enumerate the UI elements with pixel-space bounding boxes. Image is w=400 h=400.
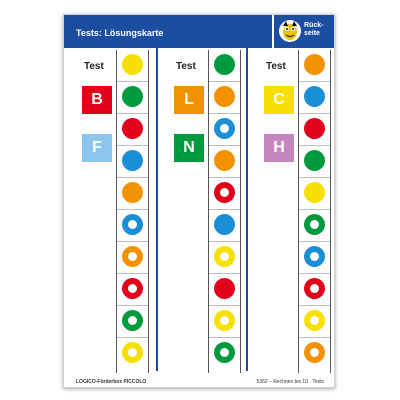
solid-dot-icon: [214, 278, 235, 299]
test-letter-l: L: [174, 86, 204, 114]
ring-dot-icon: [214, 310, 235, 331]
solution-cell: [209, 210, 240, 242]
solid-dot-icon: [304, 118, 325, 139]
solid-dot-icon: [304, 150, 325, 171]
solid-dot-icon: [304, 182, 325, 203]
solid-dot-icon: [122, 150, 143, 171]
ring-dot-icon: [122, 246, 143, 267]
ring-dot-icon: [214, 246, 235, 267]
solution-cell: [209, 82, 240, 114]
solid-dot-icon: [122, 54, 143, 75]
solution-cell: [209, 178, 240, 210]
solid-dot-icon: [122, 86, 143, 107]
card-header: [64, 15, 334, 48]
solution-cell: [117, 82, 148, 114]
ring-dot-icon: [122, 278, 143, 299]
ring-dot-icon: [214, 342, 235, 363]
test-letter-n: N: [174, 134, 204, 162]
solution-cell: [299, 178, 330, 210]
back-side-badge: [272, 15, 334, 48]
solution-cell: [209, 338, 240, 370]
test-letter-h: H: [264, 134, 294, 162]
solution-card: [63, 14, 335, 388]
mascot-icon: [278, 18, 302, 44]
solution-cell: [209, 274, 240, 306]
solution-cell: [299, 146, 330, 178]
solution-cell: [209, 146, 240, 178]
solid-dot-icon: [214, 86, 235, 107]
solution-cell: [209, 114, 240, 146]
solid-dot-icon: [304, 54, 325, 75]
solid-dot-icon: [214, 214, 235, 235]
solution-cell: [209, 306, 240, 338]
card-title: Tests: Lösungskarte: [76, 28, 164, 38]
ring-dot-icon: [214, 182, 235, 203]
solution-cell: [117, 114, 148, 146]
solution-cell: [117, 306, 148, 338]
solid-dot-icon: [122, 182, 143, 203]
solid-dot-icon: [122, 118, 143, 139]
ring-dot-icon: [304, 342, 325, 363]
solution-cell: [117, 274, 148, 306]
test-heading: Test: [266, 61, 286, 72]
ring-dot-icon: [122, 214, 143, 235]
solution-cell: [299, 242, 330, 274]
column-divider: [246, 48, 248, 371]
solution-cell: [209, 242, 240, 274]
test-heading: Test: [84, 61, 104, 72]
footer-product: LOGICO-Förderbox PICCOLO: [76, 379, 147, 385]
solid-dot-icon: [214, 150, 235, 171]
solution-cell: [117, 242, 148, 274]
ring-dot-icon: [304, 278, 325, 299]
solution-cell: [117, 338, 148, 370]
test-letter-f: F: [82, 134, 112, 162]
solution-cell: [209, 50, 240, 82]
ring-dot-icon: [122, 310, 143, 331]
ring-dot-icon: [304, 214, 325, 235]
solution-cell: [299, 82, 330, 114]
solution-cell: [299, 114, 330, 146]
solution-cell: [299, 338, 330, 370]
solution-strip: [208, 50, 241, 373]
solution-cell: [299, 210, 330, 242]
footer-code: 5362 – Rechnen bis 10 · Tests: [256, 379, 324, 385]
back-side-label: Rück- seite: [304, 22, 324, 37]
solution-cell: [299, 306, 330, 338]
solid-dot-icon: [304, 86, 325, 107]
solution-cell: [299, 274, 330, 306]
ring-dot-icon: [122, 342, 143, 363]
solution-cell: [117, 50, 148, 82]
solid-dot-icon: [214, 54, 235, 75]
column-divider: [156, 48, 158, 371]
test-letter-b: B: [82, 86, 112, 114]
ring-dot-icon: [304, 310, 325, 331]
ring-dot-icon: [214, 118, 235, 139]
ring-dot-icon: [304, 246, 325, 267]
solution-strip: [298, 50, 331, 373]
solution-cell: [299, 50, 330, 82]
solution-cell: [117, 178, 148, 210]
solution-cell: [117, 146, 148, 178]
test-heading: Test: [176, 61, 196, 72]
test-letter-c: C: [264, 86, 294, 114]
solution-cell: [117, 210, 148, 242]
solution-strip: [116, 50, 149, 373]
